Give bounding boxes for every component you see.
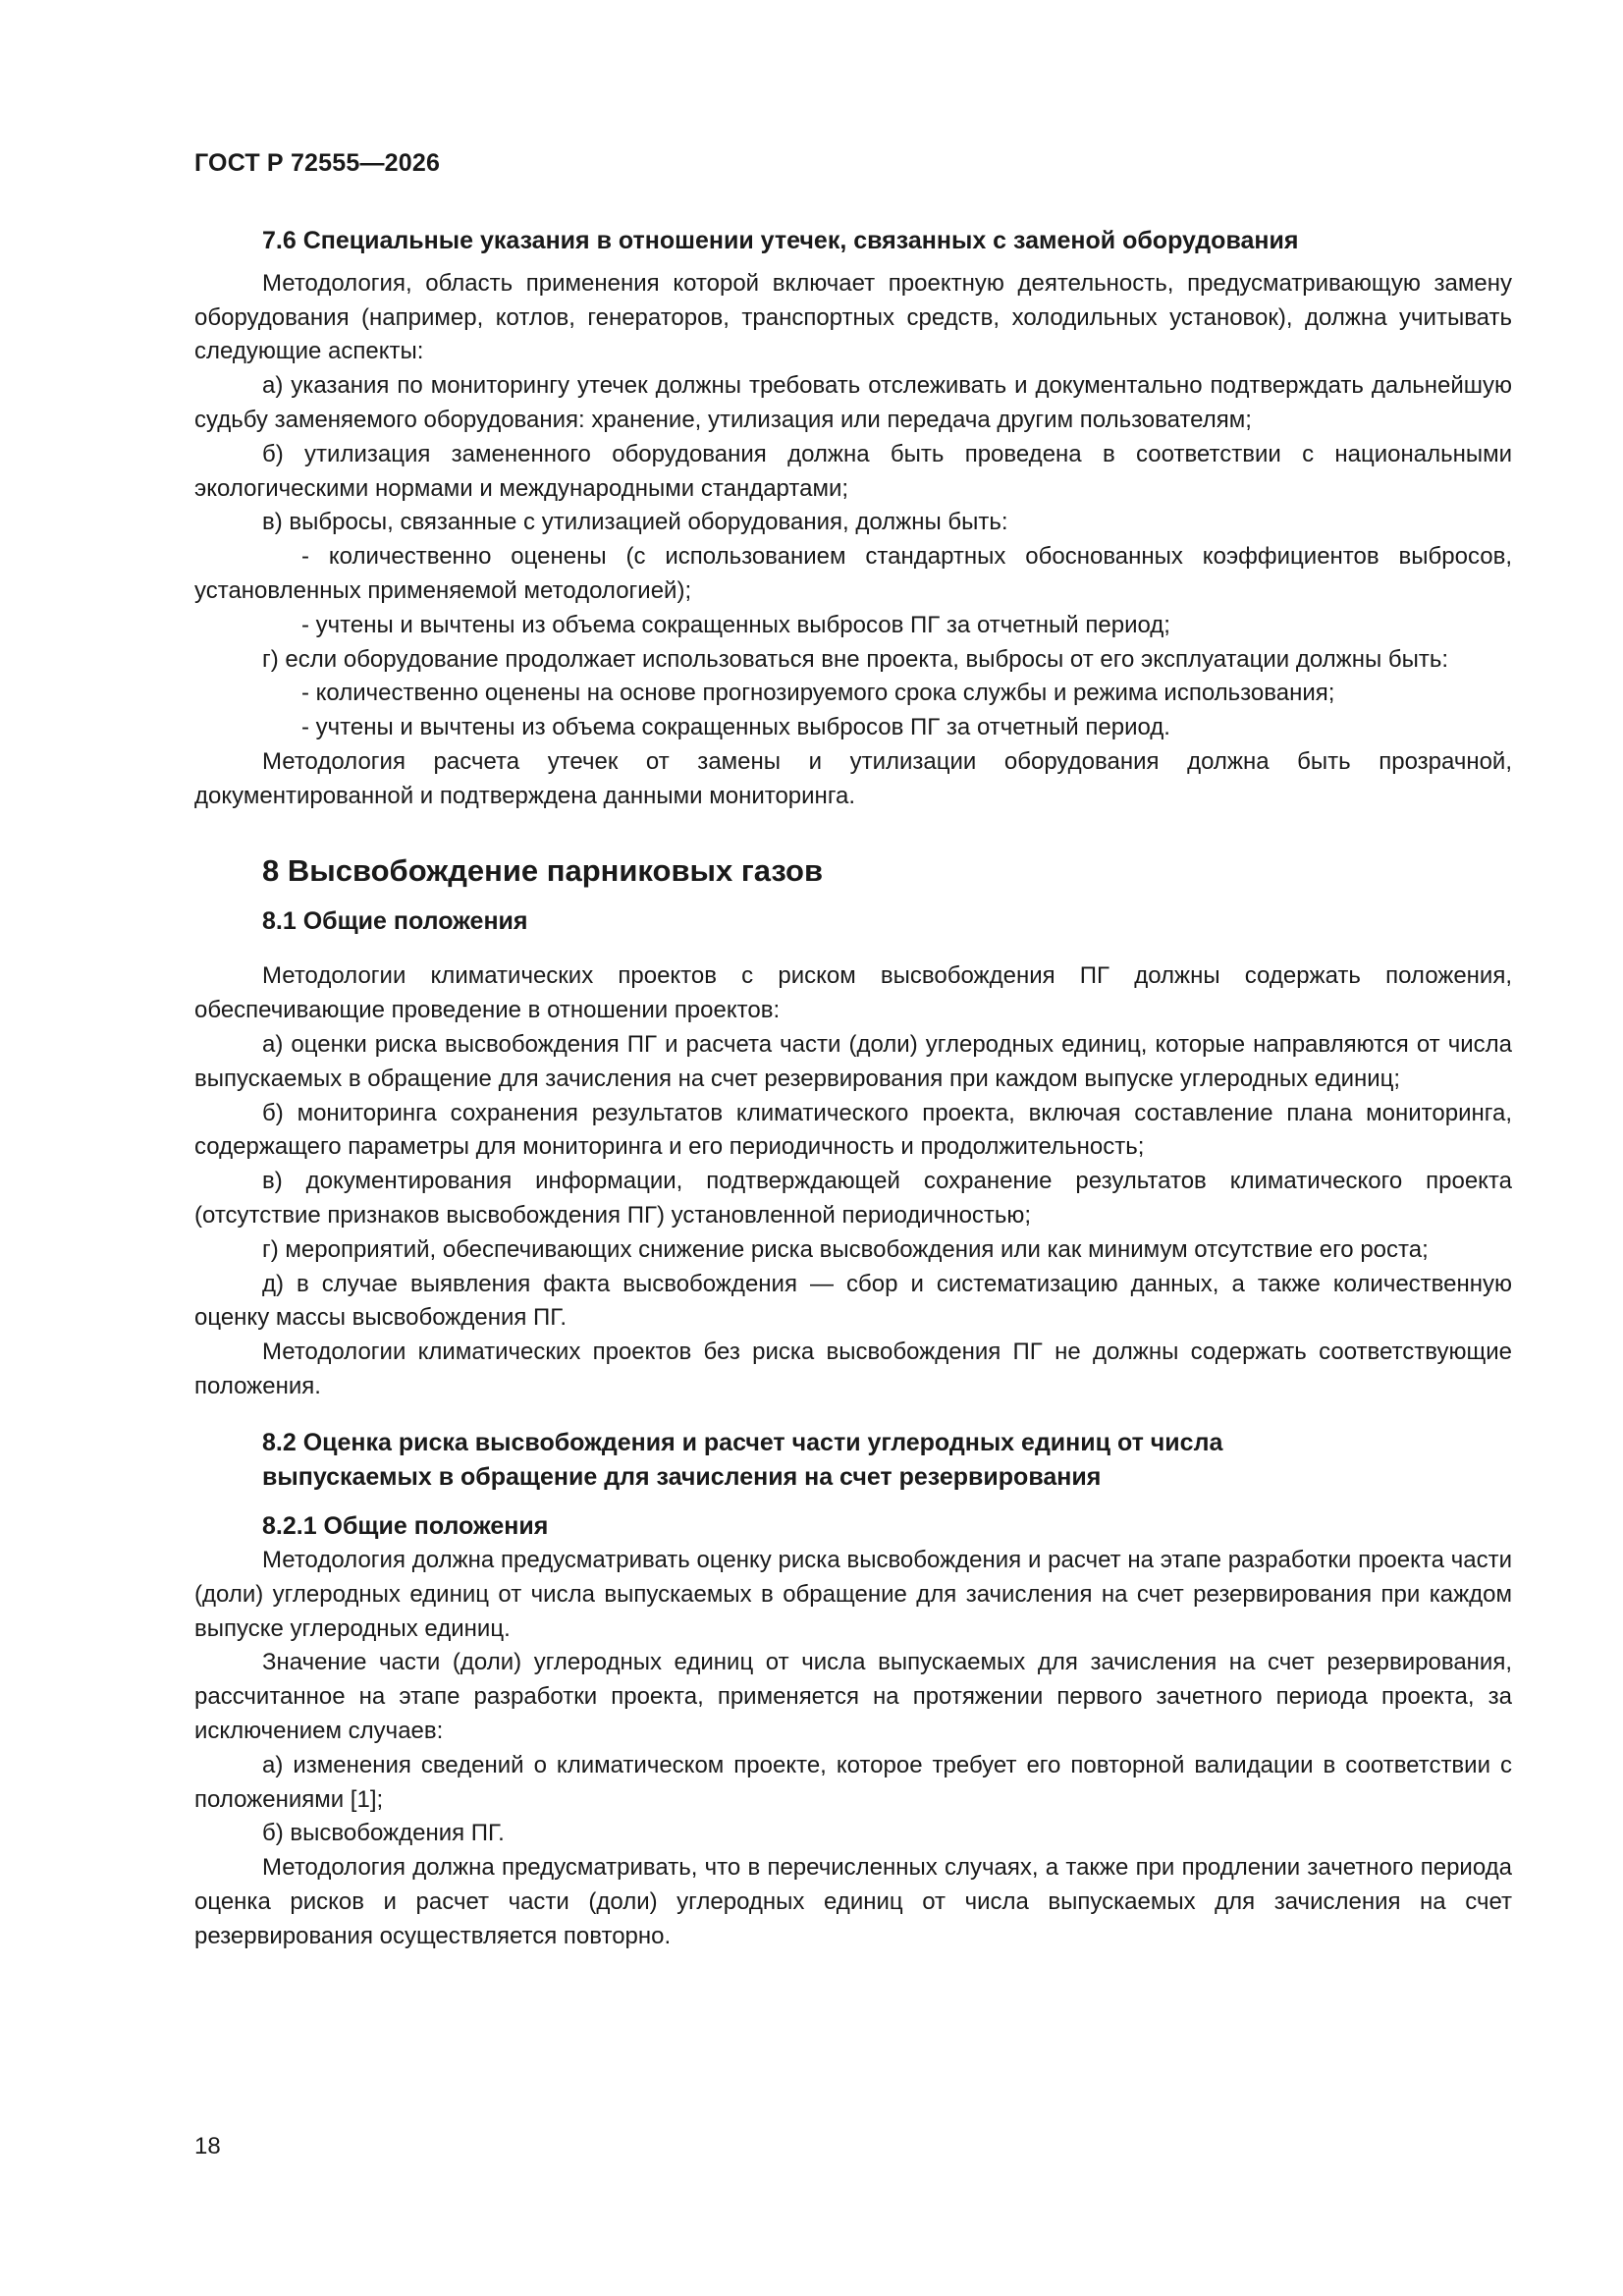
section-8-2-1-heading: 8.2.1 Общие положения <box>262 1512 549 1541</box>
section-8-2-heading-line-1: 8.2 Оценка риска высвобождения и расчет части углеродных единиц от числа <box>262 1428 1223 1456</box>
list-item: б) мониторинга сохранения результатов климатического проекта, включая составление плана мониторинга, содержащего параметры для мониторинга и его периодичность и продолжительность; <box>194 1099 1512 1161</box>
list-item: б) утилизация замененного оборудования должна быть проведена в соответствии с национальными экологическими нормами и международными стандартами; <box>194 440 1512 502</box>
section-8-2-heading-line-2: выпускаемых в обращение для зачисления на счет резервирования <box>262 1462 1102 1491</box>
list-item: в) выбросы, связанные с утилизацией оборудования, должны быть: <box>262 509 1008 536</box>
dash-item: - количественно оценены (с использованием стандартных обоснованных коэффициентов выбросов, установленных применяемой методологией); <box>194 543 1512 604</box>
section-8-1-heading: 8.1 Общие положения <box>262 906 528 935</box>
list-item: а) указания по мониторингу утечек должны требовать отслеживать и документально подтверждать дальнейшую судьбу заменяемого оборудования: хранение, утилизация или передача другим пользователям; <box>194 372 1512 433</box>
list-item: б) высвобождения ПГ. <box>262 1820 505 1847</box>
dash-item: - количественно оценены на основе прогнозируемого срока службы и режима использования; <box>301 680 1335 707</box>
section-7-6-heading: 7.6 Специальные указания в отношении утечек, связанных с заменой оборудования <box>262 227 1299 254</box>
list-item: г) если оборудование продолжает использоваться вне проекта, выбросы от его эксплуатации должны быть: <box>262 645 1449 673</box>
dash-item: - учтены и вычтены из объема сокращенных выбросов ПГ за отчетный период; <box>301 611 1170 638</box>
paragraph: Значение части (доли) углеродных единиц от числа выпускаемых для зачисления на счет резервирования, рассчитанное на этапе разработки проекта, применяется на протяжении первого зачетного периода проекта, за исключением случаев: <box>194 1649 1512 1745</box>
page-content <box>194 224 1512 1954</box>
list-item: а) оценки риска высвобождения ПГ и расчета части (доли) углеродных единиц, которые направляются от числа выпускаемых в обращение для зачисления на счет резервирования при каждом выпуске углеродных единиц; <box>194 1030 1512 1092</box>
list-item: д) в случае выявления факта высвобождения — сбор и систематизацию данных, а также количественную оценку массы высвобождения ПГ. <box>194 1270 1512 1332</box>
page-number: 18 <box>194 2133 221 2159</box>
paragraph: Методология, область применения которой включает проектную деятельность, предусматривающую замену оборудования (например, котлов, генераторов, транспортных средств, холодильных установок), должна учитывать следующие аспекты: <box>194 269 1512 365</box>
paragraph: Методология расчета утечек от замены и утилизации оборудования должна быть прозрачной, документированной и подтверждена данными мониторинга. <box>194 747 1512 809</box>
list-item: а) изменения сведений о климатическом проекте, которое требует его повторной валидации в соответствии с положениями [1]; <box>194 1751 1512 1813</box>
paragraph: Методология должна предусматривать оценку риска высвобождения и расчет на этапе разработки проекта части (доли) углеродных единиц от числа выпускаемых в обращение для зачисления на счет резервирования при каждом выпуске углеродных единиц. <box>194 1547 1512 1642</box>
paragraph: Методологии климатических проектов с риском высвобождения ПГ должны содержать положения, обеспечивающие проведение в отношении проектов: <box>194 962 1512 1024</box>
dash-item: - учтены и вычтены из объема сокращенных выбросов ПГ за отчетный период. <box>301 714 1170 741</box>
section-8-2-heading <box>194 1426 1512 1495</box>
paragraph: Методологии климатических проектов без риска высвобождения ПГ не должны содержать соответствующие положения. <box>194 1339 1512 1399</box>
list-item: г) мероприятий, обеспечивающих снижение риска высвобождения или как минимум отсутствие его роста; <box>262 1235 1429 1263</box>
document-id: ГОСТ Р 72555—2026 <box>194 149 441 177</box>
list-item: в) документирования информации, подтверждающей сохранение результатов климатического проекта (отсутствие признаков высвобождения ПГ) установленной периодичностью; <box>194 1168 1512 1229</box>
paragraph: Методология должна предусматривать, что в перечисленных случаях, а также при продлении зачетного периода оценка рисков и расчет части (доли) углеродных единиц от числа выпускаемых для зачисления на счет резервирования осуществляется повторно. <box>194 1854 1512 1949</box>
section-8-heading: 8 Высвобождение парниковых газов <box>262 852 824 888</box>
